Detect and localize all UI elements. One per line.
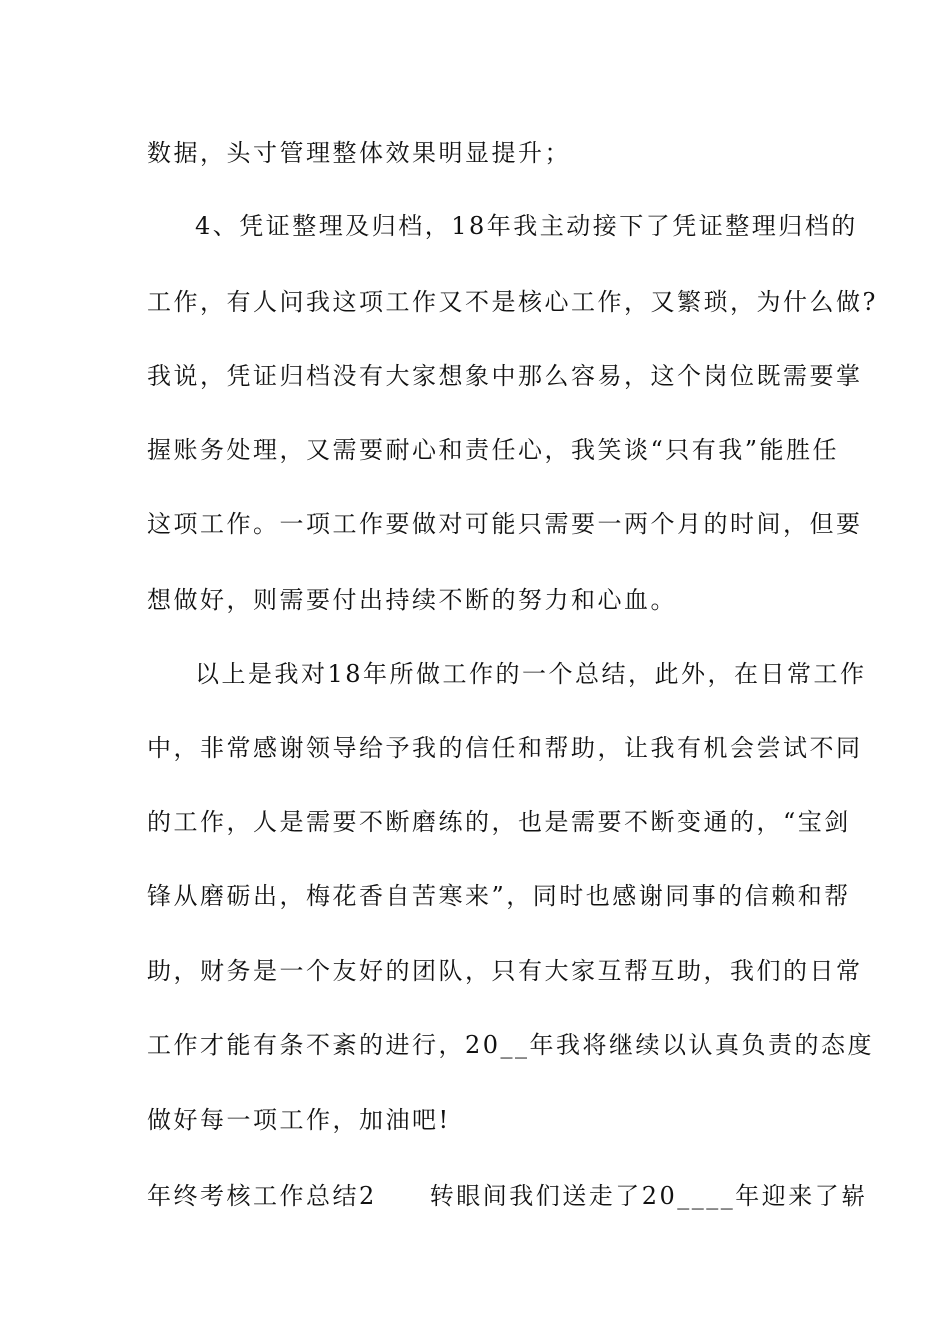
paragraph-line: 想做好，则需要付出持续不断的努力和心血。 — [147, 586, 677, 614]
paragraph-line: 中，非常感谢领导给予我的信任和帮助，让我有机会尝试不同 — [147, 734, 863, 762]
paragraph-line: 握账务处理，又需要耐心和责任心，我笑谈“只有我”能胜任 — [147, 436, 840, 464]
paragraph-line: 数据，头寸管理整体效果明显提升； — [147, 139, 571, 167]
paragraph-line: 的工作，人是需要不断磨练的，也是需要不断变通的，“宝剑 — [147, 808, 851, 836]
section-heading-line: 年终考核工作总结2 转眼间我们送走了20____年迎来了崭 — [147, 1182, 868, 1210]
paragraph-line: 以上是我对18年所做工作的一个总结，此外，在日常工作 — [195, 660, 867, 688]
paragraph-line: 这项工作。一项工作要做对可能只需要一两个月的时间，但要 — [147, 510, 863, 538]
paragraph-line: 工作才能有条不紊的进行，20__年我将继续以认真负责的态度 — [147, 1031, 875, 1059]
paragraph-line: 助，财务是一个友好的团队，只有大家互帮互助，我们的日常 — [147, 957, 863, 985]
paragraph-line: 4、凭证整理及归档，18年我主动接下了凭证整理归档的 — [195, 212, 858, 240]
paragraph-line: 做好每一项工作，加油吧! — [147, 1106, 451, 1134]
paragraph-line: 锋从磨砺出，梅花香自苦寒来”，同时也感谢同事的信赖和帮 — [147, 882, 851, 910]
paragraph-line: 我说，凭证归档没有大家想象中那么容易，这个岗位既需要掌 — [147, 362, 863, 390]
paragraph-line: 工作，有人问我这项工作又不是核心工作，又繁琐，为什么做? — [147, 288, 878, 316]
